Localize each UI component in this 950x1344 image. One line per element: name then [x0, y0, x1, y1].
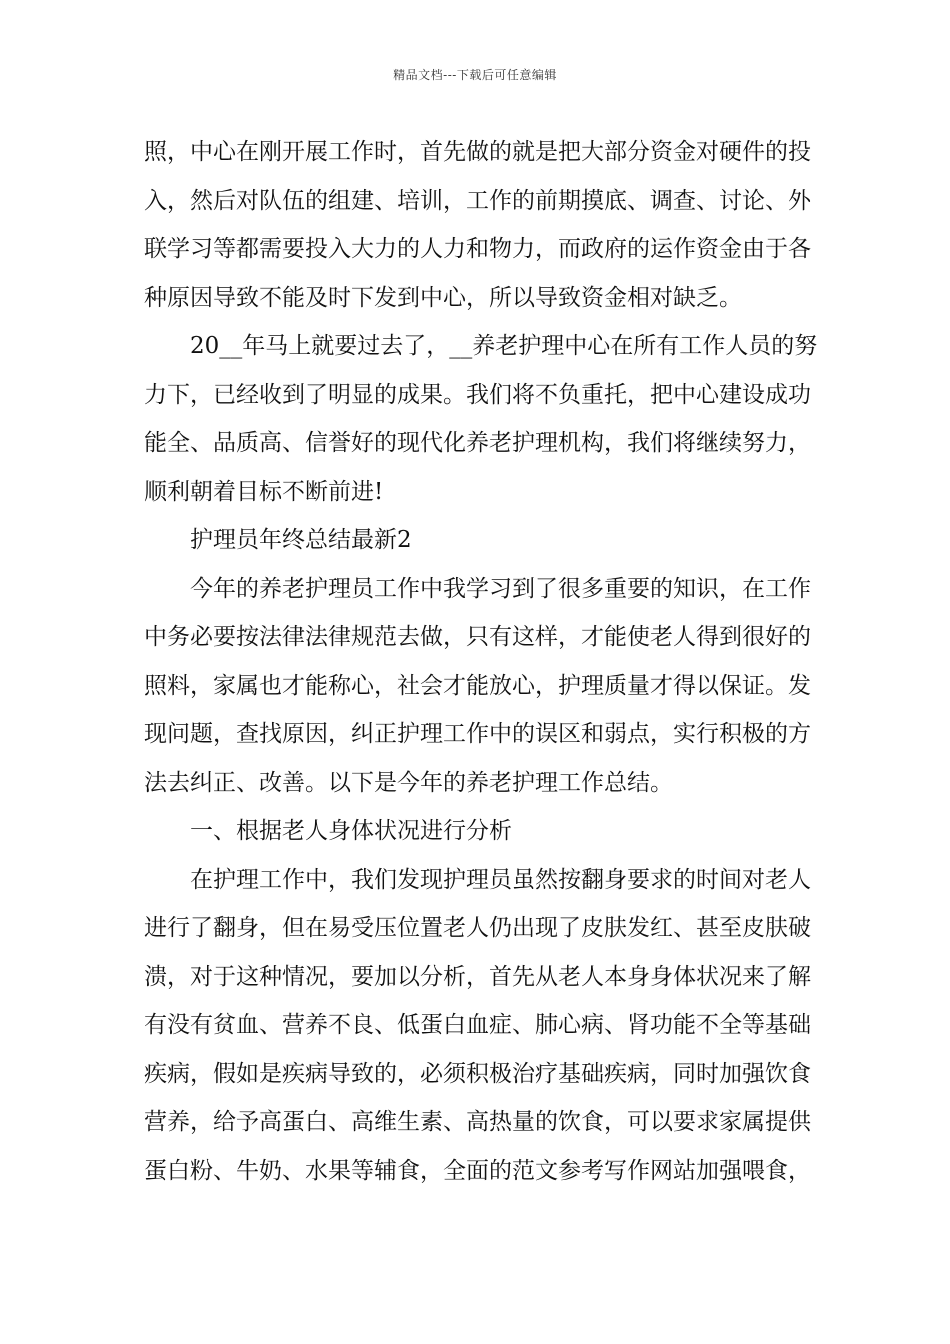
- text-line: 疾病，假如是疾病导致的，必须积极治疗基础疾病，同时加强饮食: [144, 1060, 811, 1087]
- text-line: 照料，家属也才能称心，社会才能放心，护理质量才得以保证。发: [144, 672, 811, 699]
- text-line: 有没有贫血、营养不良、低蛋白血症、肺心病、肾功能不全等基础: [144, 1012, 811, 1038]
- text-line: 进行了翻身，但在易受压位置老人仍出现了皮肤发红、甚至皮肤破: [144, 915, 811, 941]
- text-line: 种原因导致不能及时下发到中心，所以导致资金相对缺乏。: [144, 284, 742, 311]
- text-line: 照，中心在刚开展工作时，首先做的就是把大部分资金对硬件的投: [144, 139, 811, 165]
- text-line: 溃，对于这种情况，要加以分析，首先从老人本身身体状况来了解: [144, 963, 811, 990]
- text-line: 中务必要按法律法律规范去做，只有这样，才能使老人得到很好的: [144, 624, 811, 650]
- page-header: 精品文档---下载后可任意编辑: [393, 68, 557, 82]
- text-line: 现问题，查找原因，纠正护理工作中的误区和弱点，实行积极的方: [144, 721, 811, 747]
- text-line: 入，然后对队伍的组建、培训，工作的前期摸底、调查、讨论、外: [144, 187, 811, 214]
- document-body: [144, 128, 818, 1195]
- text-line: 一、根据老人身体状况进行分析: [190, 818, 512, 844]
- text-line: 联学习等都需要投入大力的人力和物力，而政府的运作资金由于各: [144, 236, 811, 262]
- text-line: 在护理工作中，我们发现护理员虽然按翻身要求的时间对老人: [190, 866, 811, 893]
- text-line: 营养，给予高蛋白、高维生素、高热量的饮食，可以要求家属提供: [144, 1109, 811, 1135]
- text-line: 能全、品质高、信誉好的现代化养老护理机构，我们将继续努力，: [144, 430, 811, 456]
- text-line: 法去纠正、改善。以下是今年的养老护理工作总结。: [144, 769, 673, 796]
- text-line: 20__年马上就要过去了，__养老护理中心在所有工作人员的努: [190, 333, 818, 359]
- text-line: 今年的养老护理员工作中我学习到了很多重要的知识，在工作: [190, 575, 811, 602]
- text-line: 护理员年终总结最新2: [190, 527, 412, 553]
- text-line: 顺利朝着目标不断前进!: [144, 478, 384, 505]
- text-line: 蛋白粉、牛奶、水果等辅食，全面的范文参考写作网站加强喂食，: [144, 1157, 811, 1184]
- text-line: 力下，已经收到了明显的成果。我们将不负重托，把中心建设成功: [144, 381, 811, 408]
